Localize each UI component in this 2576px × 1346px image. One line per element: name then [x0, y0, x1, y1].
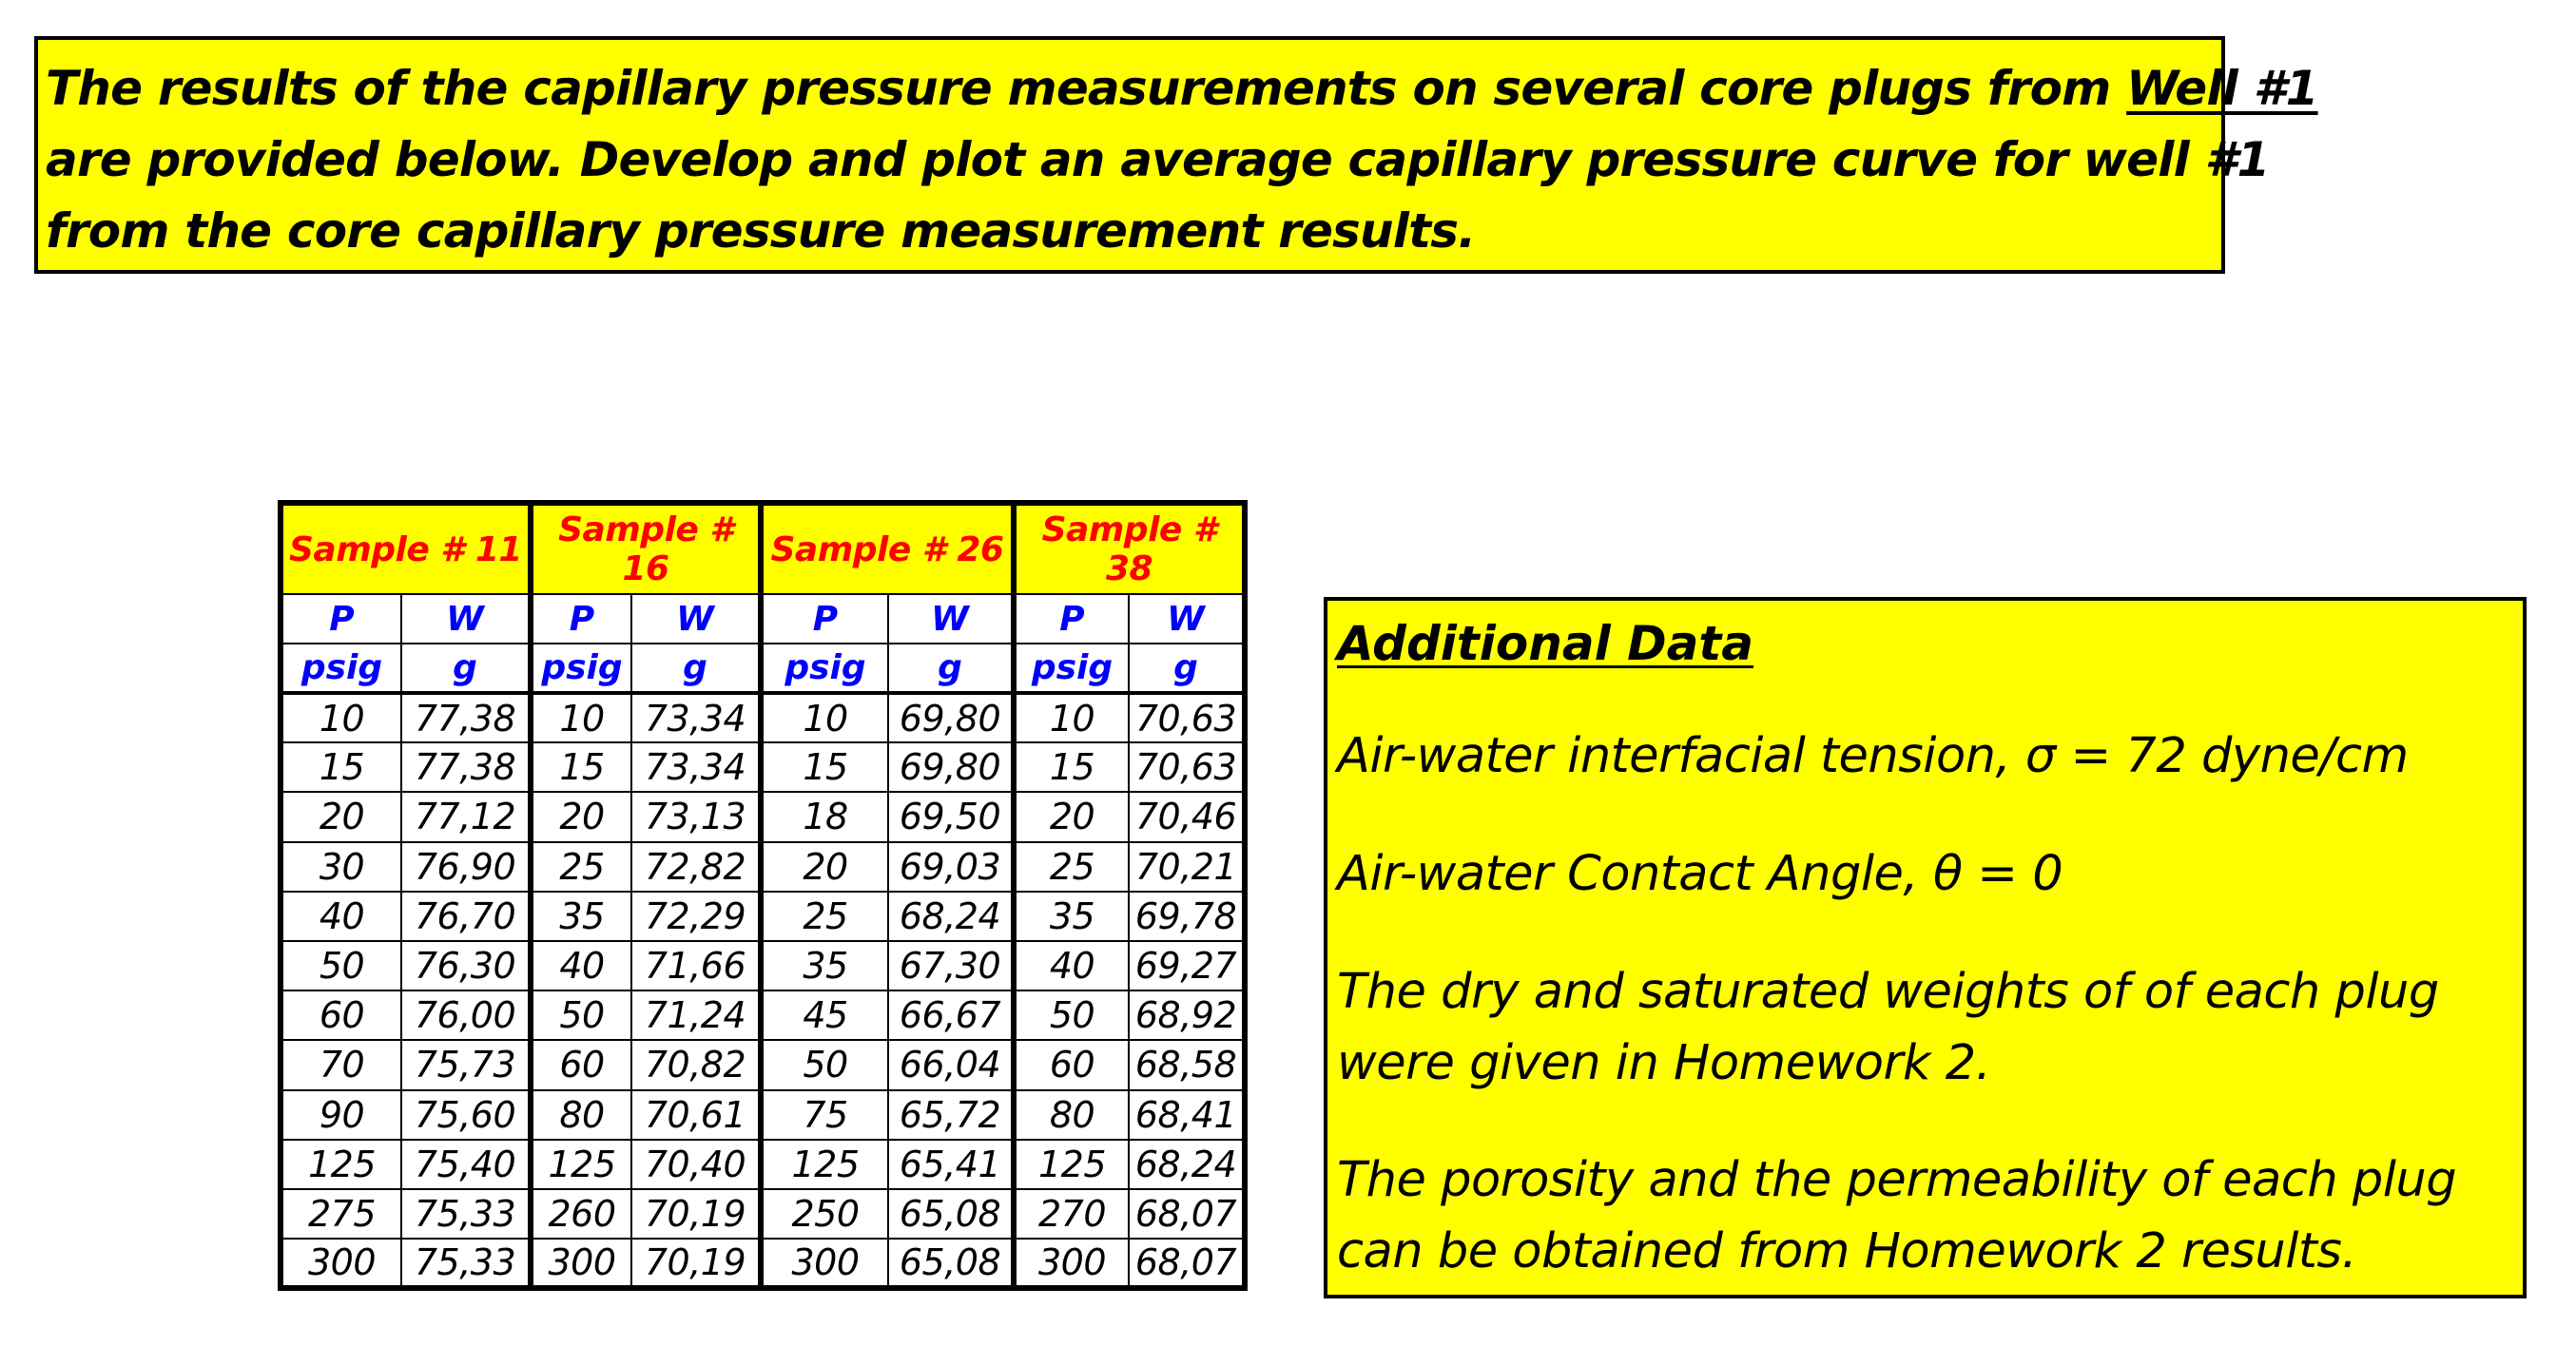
- weight-cell: 69,03: [888, 842, 1014, 892]
- pressure-cell: 50: [1014, 990, 1129, 1040]
- pressure-cell: 125: [761, 1140, 888, 1189]
- table-row: [281, 1140, 1245, 1189]
- table-row: [281, 792, 1245, 841]
- pressure-cell: 20: [281, 792, 401, 841]
- pressure-cell: 75: [761, 1090, 888, 1140]
- additional-data-box: [1324, 597, 2527, 1298]
- pressure-cell: 250: [761, 1189, 888, 1239]
- weight-unit: g: [888, 644, 1014, 693]
- capillary-pressure-table: [278, 500, 1248, 1291]
- weight-cell: 69,78: [1129, 892, 1245, 941]
- weight-cell: 66,67: [888, 990, 1014, 1040]
- pressure-cell: 20: [761, 842, 888, 892]
- sample-header: Sample # 26: [761, 503, 1014, 594]
- pressure-cell: 15: [531, 742, 631, 792]
- weight-cell: 75,73: [401, 1040, 531, 1089]
- pressure-cell: 45: [761, 990, 888, 1040]
- pressure-cell: 30: [281, 842, 401, 892]
- pressure-cell: 50: [761, 1040, 888, 1089]
- pressure-cell: 125: [1014, 1140, 1129, 1189]
- weight-cell: 68,24: [888, 892, 1014, 941]
- weight-cell: 75,33: [401, 1239, 531, 1288]
- weight-cell: 68,41: [1129, 1090, 1245, 1140]
- weight-cell: 76,90: [401, 842, 531, 892]
- pressure-cell: 40: [1014, 941, 1129, 990]
- pressure-cell: 15: [1014, 742, 1129, 792]
- pressure-cell: 25: [761, 892, 888, 941]
- weight-column-header: W: [631, 594, 761, 644]
- weight-cell: 68,92: [1129, 990, 1245, 1040]
- pressure-cell: 300: [531, 1239, 631, 1288]
- sample-header-row: [281, 503, 1245, 594]
- weight-cell: 77,38: [401, 693, 531, 742]
- problem-line-3: from the core capillary pressure measurement results.: [46, 203, 1476, 259]
- problem-line-1-text: The results of the capillary pressure measurements on several core plugs from: [46, 61, 2127, 116]
- pressure-cell: 125: [531, 1140, 631, 1189]
- weight-cell: 72,82: [631, 842, 761, 892]
- weight-cell: 73,13: [631, 792, 761, 841]
- pressure-cell: 60: [1014, 1040, 1129, 1089]
- weight-cell: 75,33: [401, 1189, 531, 1239]
- weight-cell: 70,63: [1129, 742, 1245, 792]
- weight-cell: 70,21: [1129, 842, 1245, 892]
- table-row: [281, 842, 1245, 892]
- weight-unit: g: [631, 644, 761, 693]
- weight-cell: 65,08: [888, 1189, 1014, 1239]
- pressure-cell: 90: [281, 1090, 401, 1140]
- problem-line-2: are provided below. Develop and plot an average capillary pressure curve for well #1: [46, 132, 2270, 187]
- weight-cell: 75,40: [401, 1140, 531, 1189]
- weight-cell: 76,70: [401, 892, 531, 941]
- pressure-cell: 50: [281, 941, 401, 990]
- weight-cell: 70,61: [631, 1090, 761, 1140]
- weight-column-header: W: [401, 594, 531, 644]
- pressure-cell: 260: [531, 1189, 631, 1239]
- pressure-column-header: P: [761, 594, 888, 644]
- well-label: Well #1: [2126, 61, 2318, 116]
- pressure-cell: 35: [761, 941, 888, 990]
- weight-cell: 65,72: [888, 1090, 1014, 1140]
- weight-cell: 77,12: [401, 792, 531, 841]
- pressure-cell: 300: [281, 1239, 401, 1288]
- additional-data-title: Additional Data: [1337, 616, 1754, 671]
- weight-unit: g: [1129, 644, 1245, 693]
- weight-cell: 71,24: [631, 990, 761, 1040]
- pressure-unit: psig: [281, 644, 401, 693]
- pressure-column-header: P: [281, 594, 401, 644]
- pressure-cell: 300: [1014, 1239, 1129, 1288]
- weight-cell: 77,38: [401, 742, 531, 792]
- pressure-cell: 18: [761, 792, 888, 841]
- pressure-column-header: P: [1014, 594, 1129, 644]
- pressure-cell: 35: [531, 892, 631, 941]
- pressure-cell: 15: [761, 742, 888, 792]
- table-row: [281, 742, 1245, 792]
- weight-cell: 68,07: [1129, 1239, 1245, 1288]
- table-row: [281, 693, 1245, 742]
- pressure-unit: psig: [1014, 644, 1129, 693]
- pressure-cell: 125: [281, 1140, 401, 1189]
- pressure-cell: 270: [1014, 1189, 1129, 1239]
- table-row: [281, 1239, 1245, 1288]
- weight-cell: 71,66: [631, 941, 761, 990]
- pressure-cell: 20: [1014, 792, 1129, 841]
- sample-header: Sample # 38: [1014, 503, 1245, 594]
- pressure-cell: 275: [281, 1189, 401, 1239]
- weight-cell: 73,34: [631, 742, 761, 792]
- weight-cell: 68,58: [1129, 1040, 1245, 1089]
- pressure-cell: 300: [761, 1239, 888, 1288]
- pressure-cell: 10: [531, 693, 631, 742]
- table-row: [281, 941, 1245, 990]
- weight-cell: 65,41: [888, 1140, 1014, 1189]
- weight-cell: 69,80: [888, 693, 1014, 742]
- pressure-unit: psig: [531, 644, 631, 693]
- porosity-text-2: can be obtained from Homework 2 results.: [1337, 1223, 2357, 1279]
- weight-cell: 72,29: [631, 892, 761, 941]
- weight-cell: 69,50: [888, 792, 1014, 841]
- pressure-cell: 10: [761, 693, 888, 742]
- pressure-cell: 50: [531, 990, 631, 1040]
- weight-cell: 68,07: [1129, 1189, 1245, 1239]
- plug-weights-text-2: were given in Homework 2.: [1337, 1035, 1991, 1091]
- pressure-cell: 40: [281, 892, 401, 941]
- contact-angle-text: Air-water Contact Angle, θ = 0: [1337, 846, 2063, 902]
- table-row: [281, 990, 1245, 1040]
- weight-cell: 70,40: [631, 1140, 761, 1189]
- pressure-cell: 25: [1014, 842, 1129, 892]
- unit-row: [281, 644, 1245, 693]
- porosity-text-1: The porosity and the permeability of each plug: [1337, 1152, 2457, 1208]
- pressure-cell: 10: [281, 693, 401, 742]
- weight-column-header: W: [888, 594, 1014, 644]
- sample-header: Sample # 11: [281, 503, 531, 594]
- weight-cell: 76,00: [401, 990, 531, 1040]
- pressure-cell: 40: [531, 941, 631, 990]
- weight-cell: 68,24: [1129, 1140, 1245, 1189]
- pressure-unit: psig: [761, 644, 888, 693]
- weight-cell: 70,19: [631, 1239, 761, 1288]
- weight-cell: 66,04: [888, 1040, 1014, 1089]
- pressure-cell: 80: [1014, 1090, 1129, 1140]
- interfacial-tension-text: Air-water interfacial tension, σ = 72 dyne/cm: [1337, 728, 2409, 784]
- pressure-cell: 15: [281, 742, 401, 792]
- table-row: [281, 1090, 1245, 1140]
- weight-cell: 70,19: [631, 1189, 761, 1239]
- pressure-cell: 70: [281, 1040, 401, 1089]
- pressure-cell: 35: [1014, 892, 1129, 941]
- pressure-cell: 20: [531, 792, 631, 841]
- table-row: [281, 892, 1245, 941]
- pressure-column-header: P: [531, 594, 631, 644]
- problem-line-1: [46, 53, 2318, 125]
- sample-header: Sample # 16: [531, 503, 761, 594]
- weight-unit: g: [401, 644, 531, 693]
- weight-cell: 70,46: [1129, 792, 1245, 841]
- pressure-cell: 10: [1014, 693, 1129, 742]
- plug-weights-text-1: The dry and saturated weights of of each plug: [1337, 964, 2439, 1020]
- pressure-cell: 60: [281, 990, 401, 1040]
- weight-cell: 76,30: [401, 941, 531, 990]
- column-name-row: [281, 594, 1245, 644]
- pressure-cell: 80: [531, 1090, 631, 1140]
- weight-cell: 75,60: [401, 1090, 531, 1140]
- weight-cell: 70,82: [631, 1040, 761, 1089]
- weight-cell: 70,63: [1129, 693, 1245, 742]
- table-row: [281, 1189, 1245, 1239]
- weight-column-header: W: [1129, 594, 1245, 644]
- weight-cell: 69,80: [888, 742, 1014, 792]
- weight-cell: 65,08: [888, 1239, 1014, 1288]
- weight-cell: 73,34: [631, 693, 761, 742]
- table-row: [281, 1040, 1245, 1089]
- pressure-cell: 60: [531, 1040, 631, 1089]
- problem-statement-box: [34, 36, 2318, 274]
- pressure-cell: 25: [531, 842, 631, 892]
- weight-cell: 69,27: [1129, 941, 1245, 990]
- weight-cell: 67,30: [888, 941, 1014, 990]
